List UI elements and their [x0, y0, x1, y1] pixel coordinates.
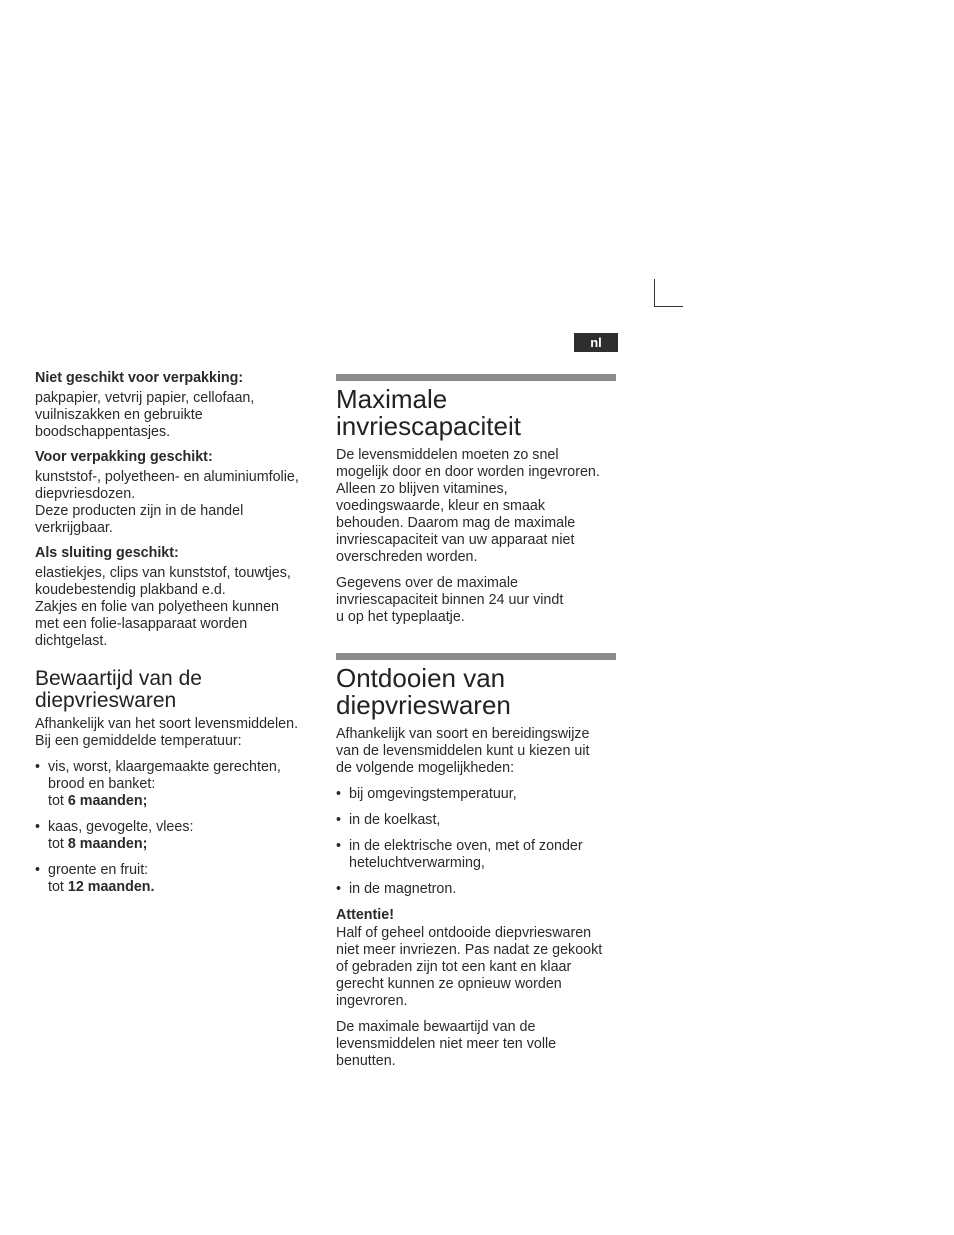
- section-rule: [336, 374, 616, 381]
- list-item: • kaas, gevogelte, vlees: tot 8 maanden;: [35, 819, 320, 853]
- crop-corner-mark: [654, 279, 683, 307]
- language-badge: nl: [574, 333, 618, 352]
- thaw-intro: Afhankelijk van soort en bereidingswijze van de levensmiddelen kunt u kiezen uit de volgende mogelijkheden:: [336, 726, 590, 776]
- storage-intro: Afhankelijk van het soort levensmiddelen. Bij een gemiddelde temperatuur:: [35, 716, 299, 749]
- list-item: • in de koelkast,: [336, 812, 618, 829]
- list-item: • vis, worst, klaargemaakte gerechten, brood en banket: tot 6 maanden;: [35, 759, 320, 810]
- list-item: • in de elektrische oven, met of zonder heteluchtverwarming,: [336, 838, 618, 872]
- suitable-text: kunststof-, polyetheen- en aluminiumfolie, diepvriesdozen. Deze producten zijn in de handel verkrijgbaar.: [35, 469, 299, 536]
- capacity-paragraph-2: Gegevens over de maximale invriescapaciteit binnen 24 uur vindt u op het typeplaatje.: [336, 575, 564, 625]
- suitable-label: Voor verpakking geschikt:: [35, 449, 213, 465]
- left-column: [35, 370, 320, 896]
- not-suitable-label: Niet geschikt voor verpakking:: [35, 370, 244, 386]
- section-rule: [336, 653, 616, 660]
- storage-heading: Bewaartijd van de diepvrieswaren: [35, 667, 202, 712]
- capacity-heading: Maximale invriescapaciteit: [336, 384, 521, 441]
- closure-text: elastiekjes, clips van kunststof, touwtjes, koudebestendig plakband e.d. Zakjes en folie van polyetheen kunnen met een folie-lasapparaat worden dichtgelast.: [35, 565, 291, 649]
- list-item: • groente en fruit: tot 12 maanden.: [35, 862, 320, 896]
- not-suitable-text: pakpapier, vetvrij papier, cellofaan, vuilniszakken en gebruikte boodschappentasjes.: [35, 390, 255, 440]
- capacity-paragraph-1: De levensmiddelen moeten zo snel mogelijk door en door worden ingevroren. Alleen zo blijven vitamines, voedingswaarde, kleur en smaak behouden. Daarom mag de maximale invriescapaciteit van uw apparaat niet overschreden worden.: [336, 447, 600, 565]
- attention-paragraph-2: De maximale bewaartijd van de levensmiddelen niet meer ten volle benutten.: [336, 1019, 557, 1069]
- list-item: • in de magnetron.: [336, 881, 618, 898]
- thaw-heading: Ontdooien van diepvrieswaren: [336, 663, 511, 720]
- closure-label: Als sluiting geschikt:: [35, 545, 179, 561]
- storage-list: [35, 759, 320, 896]
- attention-label: Attentie!: [336, 907, 394, 923]
- list-item: • bij omgevingstemperatuur,: [336, 786, 618, 803]
- attention-paragraph-1: Half of geheel ontdooide diepvrieswaren niet meer invriezen. Pas nadat ze gekookt of gebraden zijn tot een kant en klaar gerecht kunnen ze opnieuw worden ingevroren.: [336, 925, 603, 1009]
- thaw-list: [336, 786, 618, 898]
- right-column: [336, 374, 618, 1070]
